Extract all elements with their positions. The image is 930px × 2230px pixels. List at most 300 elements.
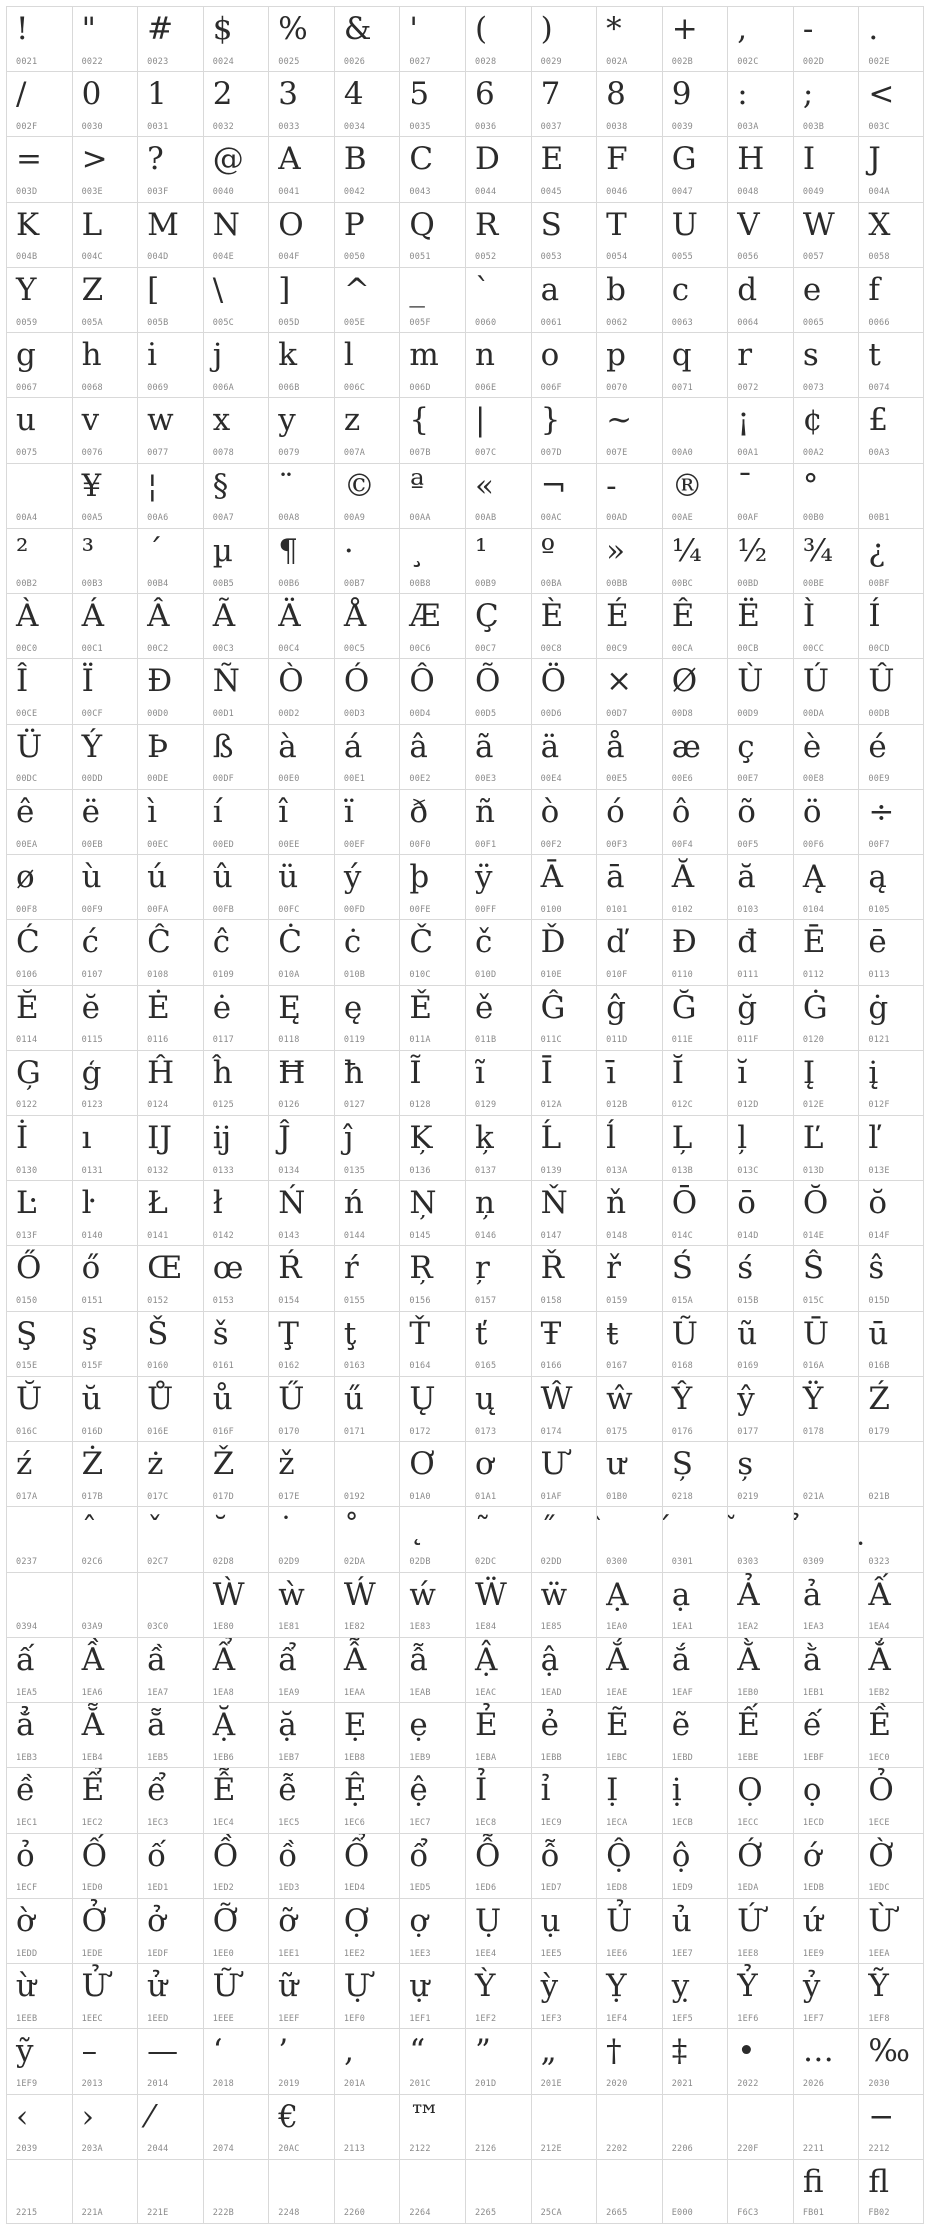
glyph-code: 016C bbox=[16, 1426, 38, 1437]
glyph-code: 0062 bbox=[606, 317, 628, 328]
glyph-cell bbox=[531, 1833, 597, 1899]
glyph-cell bbox=[596, 658, 662, 724]
glyph-code: 1EB7 bbox=[278, 1752, 300, 1763]
glyph-code: 021A bbox=[802, 1491, 825, 1502]
glyph-char: É bbox=[606, 598, 629, 635]
glyph-cell bbox=[662, 332, 728, 398]
glyph-cell bbox=[137, 724, 203, 790]
glyph-char: İ bbox=[16, 1120, 29, 1156]
glyph-char: ª bbox=[409, 467, 425, 504]
glyph-cell bbox=[334, 2094, 400, 2160]
glyph-char: ¯ bbox=[737, 467, 753, 504]
glyph-code: 0131 bbox=[81, 1165, 103, 1176]
glyph-cell bbox=[334, 1963, 400, 2029]
glyph-char: — bbox=[147, 2033, 179, 2070]
glyph-cell bbox=[858, 1833, 924, 1899]
glyph-cell bbox=[465, 1833, 531, 1899]
glyph-code: 003D bbox=[16, 187, 38, 198]
glyph-char: Ś bbox=[671, 1250, 693, 1287]
glyph-cell bbox=[531, 1506, 597, 1572]
glyph-code: 1EF0 bbox=[343, 2013, 366, 2024]
glyph-code: 1EF5 bbox=[671, 2013, 693, 2024]
glyph-cell bbox=[662, 1050, 728, 1116]
glyph-code: 00A7 bbox=[212, 513, 234, 524]
glyph-cell bbox=[72, 463, 138, 529]
glyph-char: Ġ bbox=[802, 989, 828, 1026]
glyph-char: Ļ bbox=[671, 1120, 693, 1156]
glyph-code: 00DF bbox=[212, 774, 234, 785]
glyph-code: 0177 bbox=[737, 1426, 759, 1437]
glyph-code: 0037 bbox=[540, 121, 562, 132]
glyph-cell bbox=[596, 789, 662, 855]
glyph-code: 0051 bbox=[409, 252, 431, 263]
glyph-char: 5 bbox=[409, 76, 430, 113]
glyph-char: ċ bbox=[343, 924, 362, 961]
glyph-cell bbox=[793, 2094, 859, 2160]
glyph-code: 1EA0 bbox=[606, 1622, 628, 1633]
glyph-char: ¶ bbox=[278, 532, 299, 569]
glyph-cell bbox=[596, 1311, 662, 1377]
glyph-cell bbox=[137, 854, 203, 920]
glyph-code: 00D9 bbox=[737, 709, 759, 720]
glyph-cell bbox=[334, 1441, 400, 1507]
glyph-code: 1EEB bbox=[16, 2013, 38, 2024]
glyph-cell bbox=[793, 724, 859, 790]
glyph-code: 1E82 bbox=[343, 1622, 366, 1633]
glyph-code: 220F bbox=[737, 2144, 759, 2155]
glyph-cell bbox=[465, 1115, 531, 1181]
glyph-cell bbox=[727, 1441, 793, 1507]
glyph-char: Ử bbox=[81, 1968, 108, 2005]
glyph-char: Ẳ bbox=[868, 1641, 891, 1678]
glyph-code: 005E bbox=[343, 317, 366, 328]
glyph-char: û bbox=[212, 859, 233, 896]
glyph-code: 0169 bbox=[737, 1361, 759, 1372]
glyph-char: Ã bbox=[212, 598, 236, 635]
glyph-char: C bbox=[409, 141, 434, 178]
glyph-code: 02C6 bbox=[81, 1557, 103, 1568]
glyph-char: Ż bbox=[81, 1446, 104, 1483]
glyph-char: Ë bbox=[737, 598, 760, 635]
glyph-cell bbox=[727, 724, 793, 790]
glyph-code: 0171 bbox=[343, 1426, 366, 1437]
glyph-char: Ķ bbox=[409, 1120, 433, 1156]
glyph-code: 00A4 bbox=[16, 513, 38, 524]
glyph-code: 0048 bbox=[737, 187, 759, 198]
glyph-code: 0127 bbox=[343, 1100, 366, 1111]
glyph-code: 0143 bbox=[278, 1230, 300, 1241]
glyph-char: Æ bbox=[409, 598, 441, 635]
glyph-code: 010B bbox=[343, 970, 366, 981]
glyph-char: ő bbox=[81, 1250, 101, 1287]
glyph-char: Ú bbox=[802, 663, 829, 700]
glyph-char: Ằ bbox=[737, 1641, 760, 1678]
glyph-code: 003A bbox=[737, 121, 759, 132]
glyph-code: 1EE3 bbox=[409, 1948, 431, 1959]
glyph-code: 1EC1 bbox=[16, 1818, 38, 1829]
glyph-char: Å bbox=[343, 598, 367, 635]
glyph-char: € bbox=[278, 2098, 299, 2135]
glyph-code: 00CA bbox=[671, 643, 693, 654]
glyph-cell bbox=[334, 1311, 400, 1377]
glyph-char: ¾ bbox=[802, 532, 833, 569]
glyph-cell bbox=[793, 136, 859, 202]
glyph-char: Ủ bbox=[606, 1902, 633, 1939]
glyph-char: ý bbox=[343, 859, 362, 896]
glyph-code: 1EC3 bbox=[147, 1818, 169, 1829]
glyph-code: 0172 bbox=[409, 1426, 431, 1437]
glyph-char: ā bbox=[606, 859, 625, 896]
glyph-cell bbox=[203, 1506, 269, 1572]
glyph-cell bbox=[662, 202, 728, 268]
glyph-code: 0137 bbox=[475, 1165, 497, 1176]
glyph-char: Y bbox=[16, 271, 37, 308]
glyph-code: 010E bbox=[540, 970, 562, 981]
glyph-char: ‘ bbox=[212, 2033, 223, 2070]
glyph-code: 0025 bbox=[278, 56, 300, 67]
glyph-code: 00F6 bbox=[802, 839, 825, 850]
glyph-code: 002A bbox=[606, 56, 628, 67]
glyph-cell bbox=[399, 71, 465, 137]
glyph-char: Ỳ bbox=[475, 1968, 496, 2005]
glyph-code: 2260 bbox=[343, 2208, 366, 2219]
glyph-cell bbox=[203, 2159, 269, 2225]
glyph-code: 005D bbox=[278, 317, 300, 328]
glyph-code: 2113 bbox=[343, 2144, 366, 2155]
glyph-char: } bbox=[540, 402, 561, 439]
glyph-cell bbox=[203, 6, 269, 72]
glyph-char: f bbox=[868, 271, 880, 308]
glyph-char: Ẽ bbox=[606, 1707, 629, 1744]
glyph-code: 0073 bbox=[802, 382, 825, 393]
glyph-code: 1EEF bbox=[278, 2013, 300, 2024]
glyph-code: 00D8 bbox=[671, 709, 693, 720]
glyph-cell bbox=[727, 2028, 793, 2094]
glyph-code: 1E83 bbox=[409, 1622, 431, 1633]
glyph-code: 2074 bbox=[212, 2144, 234, 2155]
glyph-cell bbox=[399, 1506, 465, 1572]
glyph-char: 9 bbox=[671, 76, 692, 113]
glyph-cell bbox=[6, 332, 72, 398]
glyph-char: ľ bbox=[868, 1120, 879, 1156]
glyph-cell bbox=[662, 1115, 728, 1181]
glyph-code: 1EA4 bbox=[868, 1622, 890, 1633]
glyph-char: ằ bbox=[802, 1641, 822, 1678]
glyph-cell bbox=[662, 1180, 728, 1246]
glyph-code: 00D1 bbox=[212, 709, 234, 720]
glyph-char: ť bbox=[475, 1315, 488, 1352]
glyph-code: 0110 bbox=[671, 970, 693, 981]
glyph-char: î bbox=[278, 793, 289, 830]
glyph-cell bbox=[72, 789, 138, 855]
glyph-char: ﬂ bbox=[868, 2163, 890, 2200]
glyph-char: ặ bbox=[278, 1707, 297, 1744]
glyph-cell bbox=[334, 1637, 400, 1703]
glyph-code: 1EF3 bbox=[540, 2013, 562, 2024]
glyph-code: 00F1 bbox=[475, 839, 497, 850]
glyph-code: 0066 bbox=[868, 317, 890, 328]
glyph-code: 1EAB bbox=[409, 1687, 431, 1698]
glyph-char: Ü bbox=[16, 728, 43, 765]
glyph-code: 1EBC bbox=[606, 1752, 628, 1763]
glyph-code: 02DA bbox=[343, 1557, 366, 1568]
glyph-char: ă bbox=[737, 859, 756, 896]
glyph-cell bbox=[465, 1767, 531, 1833]
glyph-cell bbox=[662, 854, 728, 920]
glyph-char: l bbox=[343, 337, 354, 374]
glyph-cell bbox=[6, 593, 72, 659]
glyph-char: Ờ bbox=[868, 1837, 894, 1874]
glyph-char: ŏ bbox=[868, 1185, 888, 1222]
glyph-cell bbox=[793, 71, 859, 137]
glyph-code: 0153 bbox=[212, 1296, 234, 1307]
glyph-char: ố bbox=[147, 1837, 167, 1874]
glyph-code: 1EF6 bbox=[737, 2013, 759, 2024]
glyph-char: ō bbox=[737, 1185, 756, 1222]
glyph-code: 00B3 bbox=[81, 578, 103, 589]
glyph-char: Ù bbox=[737, 663, 764, 700]
glyph-char: č bbox=[475, 924, 493, 961]
glyph-cell bbox=[793, 1441, 859, 1507]
glyph-code: 0065 bbox=[802, 317, 825, 328]
glyph-cell bbox=[858, 1572, 924, 1638]
glyph-code: 0076 bbox=[81, 448, 103, 459]
glyph-char: Ć bbox=[16, 924, 40, 961]
glyph-code: 015F bbox=[81, 1361, 103, 1372]
glyph-cell bbox=[662, 1506, 728, 1572]
glyph-code: FB01 bbox=[802, 2208, 825, 2219]
glyph-cell bbox=[531, 2094, 597, 2160]
glyph-code: 201E bbox=[540, 2079, 562, 2090]
glyph-char: Ţ bbox=[278, 1315, 299, 1352]
glyph-char: Ŷ bbox=[671, 1380, 693, 1417]
glyph-char: Ċ bbox=[278, 924, 303, 961]
glyph-char: ü bbox=[278, 859, 299, 896]
glyph-cell bbox=[662, 71, 728, 137]
glyph-code: 2206 bbox=[671, 2144, 693, 2155]
glyph-char: U bbox=[671, 206, 698, 243]
glyph-char: ¨ bbox=[278, 467, 294, 504]
glyph-char: ė bbox=[212, 989, 232, 1026]
glyph-cell bbox=[531, 1245, 597, 1311]
glyph-cell bbox=[531, 1115, 597, 1181]
glyph-code: 1EC2 bbox=[81, 1818, 103, 1829]
glyph-code: 00ED bbox=[212, 839, 234, 850]
glyph-char: Ÿ bbox=[802, 1380, 824, 1417]
glyph-cell bbox=[662, 1702, 728, 1768]
glyph-code: 1EA7 bbox=[147, 1687, 169, 1698]
glyph-char: Ọ bbox=[737, 1772, 763, 1809]
glyph-cell bbox=[399, 1441, 465, 1507]
glyph-code: 02DC bbox=[475, 1557, 497, 1568]
glyph-code: 004C bbox=[81, 252, 103, 263]
glyph-code: 1ECD bbox=[802, 1818, 825, 1829]
glyph-code: 0070 bbox=[606, 382, 628, 393]
glyph-char: ấ bbox=[16, 1641, 35, 1678]
glyph-code: 00B4 bbox=[147, 578, 169, 589]
glyph-code: 015C bbox=[802, 1296, 825, 1307]
glyph-code: 0067 bbox=[16, 382, 38, 393]
glyph-cell bbox=[858, 2094, 924, 2160]
glyph-cell bbox=[662, 1637, 728, 1703]
glyph-code: 02DD bbox=[540, 1557, 562, 1568]
glyph-cell bbox=[203, 1180, 269, 1246]
glyph-char: = bbox=[16, 141, 42, 178]
glyph-code: 00AB bbox=[475, 513, 497, 524]
glyph-code: 1EBA bbox=[475, 1752, 497, 1763]
glyph-code: 00A6 bbox=[147, 513, 169, 524]
glyph-cell bbox=[334, 136, 400, 202]
glyph-code: 003F bbox=[147, 187, 169, 198]
glyph-cell bbox=[727, 528, 793, 594]
glyph-code: 00B9 bbox=[475, 578, 497, 589]
glyph-code: 0161 bbox=[212, 1361, 234, 1372]
glyph-cell bbox=[6, 1767, 72, 1833]
glyph-cell bbox=[6, 1180, 72, 1246]
glyph-code: 00D2 bbox=[278, 709, 300, 720]
glyph-cell bbox=[137, 1702, 203, 1768]
glyph-cell bbox=[6, 658, 72, 724]
glyph-char: Ö bbox=[540, 663, 566, 700]
glyph-cell bbox=[727, 2159, 793, 2225]
glyph-code: 25CA bbox=[540, 2208, 562, 2219]
glyph-char: Đ bbox=[671, 924, 697, 961]
glyph-cell bbox=[727, 267, 793, 333]
glyph-code: 212E bbox=[540, 2144, 562, 2155]
glyph-code: 0219 bbox=[737, 1491, 759, 1502]
glyph-char: D bbox=[475, 141, 500, 178]
glyph-cell bbox=[662, 1441, 728, 1507]
glyph-cell bbox=[399, 1637, 465, 1703]
glyph-cell bbox=[465, 2094, 531, 2160]
glyph-char: ş bbox=[81, 1315, 98, 1352]
glyph-char: ˆ bbox=[81, 1511, 98, 1548]
glyph-char: Ồ bbox=[212, 1837, 239, 1874]
glyph-char: Ẅ bbox=[475, 1576, 507, 1613]
glyph-cell bbox=[858, 528, 924, 594]
glyph-cell bbox=[596, 267, 662, 333]
glyph-cell bbox=[662, 1963, 728, 2029]
glyph-char: „ bbox=[540, 2033, 557, 2070]
glyph-code: 1EEE bbox=[212, 2013, 234, 2024]
glyph-char: q bbox=[671, 337, 692, 374]
glyph-cell bbox=[203, 1245, 269, 1311]
glyph-code: 00E1 bbox=[343, 774, 366, 785]
glyph-char: Ừ bbox=[868, 1902, 895, 1939]
glyph-char: ﬁ bbox=[802, 2163, 824, 2200]
glyph-cell bbox=[399, 1180, 465, 1246]
glyph-char: Ų bbox=[409, 1380, 436, 1417]
glyph-cell bbox=[596, 1898, 662, 1964]
glyph-cell bbox=[531, 1180, 597, 1246]
glyph-code: 2122 bbox=[409, 2144, 431, 2155]
glyph-code: 016B bbox=[868, 1361, 890, 1372]
glyph-char: Ấ bbox=[868, 1576, 891, 1613]
glyph-char: Ā bbox=[540, 859, 563, 896]
glyph-char: ẳ bbox=[16, 1707, 35, 1744]
glyph-char: Ă bbox=[671, 859, 695, 896]
glyph-cell bbox=[858, 267, 924, 333]
glyph-cell bbox=[268, 332, 334, 398]
glyph-cell bbox=[72, 1180, 138, 1246]
glyph-code: 1EAF bbox=[671, 1687, 693, 1698]
glyph-char: ¼ bbox=[671, 532, 702, 569]
glyph-code: 1E85 bbox=[540, 1622, 562, 1633]
glyph-cell bbox=[727, 1898, 793, 1964]
glyph-cell bbox=[793, 397, 859, 463]
glyph-code: 007C bbox=[475, 448, 497, 459]
glyph-char: § bbox=[212, 467, 229, 504]
glyph-char: Ī bbox=[540, 1054, 553, 1091]
glyph-cell bbox=[727, 854, 793, 920]
glyph-char: ų bbox=[475, 1380, 495, 1417]
glyph-char: ở bbox=[147, 1902, 166, 1939]
glyph-char: A bbox=[278, 141, 301, 178]
glyph-cell bbox=[6, 724, 72, 790]
glyph-char: Œ bbox=[147, 1250, 183, 1287]
glyph-code: 0023 bbox=[147, 56, 169, 67]
glyph-cell bbox=[465, 528, 531, 594]
glyph-cell bbox=[727, 1376, 793, 1442]
glyph-cell bbox=[727, 1115, 793, 1181]
glyph-char: ú bbox=[147, 859, 168, 896]
glyph-char: O bbox=[278, 206, 304, 243]
glyph-cell bbox=[334, 1115, 400, 1181]
glyph-cell bbox=[137, 528, 203, 594]
glyph-code: 0036 bbox=[475, 121, 497, 132]
glyph-code: 1ECB bbox=[671, 1818, 693, 1829]
glyph-cell bbox=[531, 397, 597, 463]
glyph-code: 00D3 bbox=[343, 709, 366, 720]
glyph-cell bbox=[531, 1441, 597, 1507]
glyph-char: ū bbox=[868, 1315, 889, 1352]
glyph-char: ẹ bbox=[409, 1707, 428, 1744]
glyph-code: 0050 bbox=[343, 252, 366, 263]
glyph-cell bbox=[399, 136, 465, 202]
glyph-char: Í bbox=[868, 598, 881, 635]
glyph-cell bbox=[399, 332, 465, 398]
glyph-char: › bbox=[81, 2098, 94, 2135]
glyph-cell bbox=[858, 2159, 924, 2225]
glyph-char: ö bbox=[802, 793, 822, 830]
glyph-char: ơ bbox=[475, 1446, 494, 1483]
glyph-code: 014F bbox=[868, 1230, 890, 1241]
glyph-cell bbox=[72, 2028, 138, 2094]
glyph-char: E bbox=[540, 141, 564, 178]
glyph-cell bbox=[727, 1833, 793, 1899]
glyph-char: æ bbox=[671, 728, 701, 765]
glyph-cell bbox=[858, 1180, 924, 1246]
glyph-cell bbox=[268, 528, 334, 594]
glyph-cell bbox=[793, 1833, 859, 1899]
glyph-code: 010A bbox=[278, 970, 300, 981]
glyph-code: 0021 bbox=[16, 56, 38, 67]
glyph-code: 0170 bbox=[278, 1426, 300, 1437]
glyph-code: 01A0 bbox=[409, 1491, 431, 1502]
glyph-cell bbox=[72, 854, 138, 920]
glyph-code: 00F2 bbox=[540, 839, 562, 850]
glyph-char: s bbox=[802, 337, 819, 374]
glyph-code: 00BC bbox=[671, 578, 693, 589]
glyph-cell bbox=[465, 789, 531, 855]
glyph-code: 0125 bbox=[212, 1100, 234, 1111]
glyph-char: ả bbox=[802, 1576, 822, 1613]
glyph-char: ũ bbox=[737, 1315, 758, 1352]
glyph-code: 1ED7 bbox=[540, 1883, 562, 1894]
glyph-cell bbox=[137, 1767, 203, 1833]
glyph-char: ã bbox=[475, 728, 494, 765]
glyph-char: Ä bbox=[278, 598, 301, 635]
